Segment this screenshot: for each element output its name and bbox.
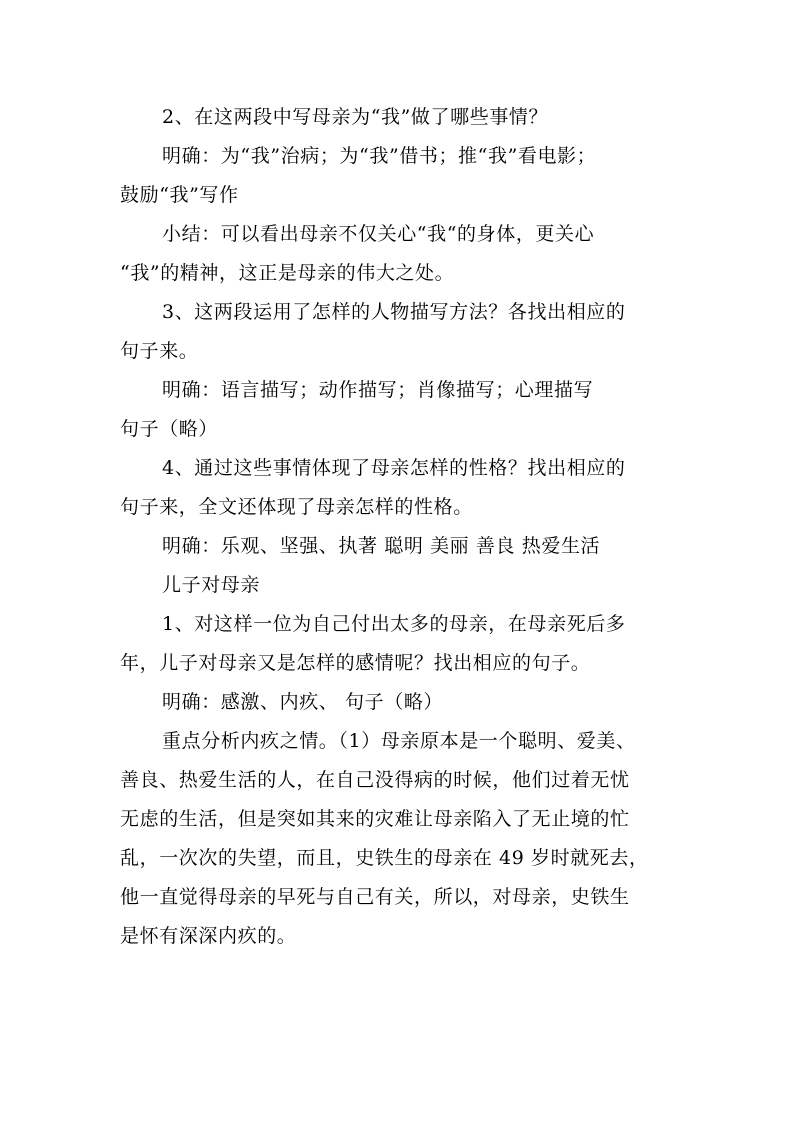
text-line: 年，儿子对母亲又是怎样的感情呢？找出相应的句子。 xyxy=(120,652,591,674)
text-line: 小结：可以看出母亲不仅关心“我“的身体，更关心 xyxy=(162,223,595,245)
text-line: 明确：语言描写；动作描写；肖像描写；心理描写 xyxy=(162,379,594,401)
text-line: 他一直觉得母亲的早死与自己有关，所以，对母亲，史铁生 xyxy=(120,886,630,908)
text-line: “我”的精神，这正是母亲的伟大之处。 xyxy=(120,262,455,284)
text-line: 鼓励“我”写作 xyxy=(120,184,239,206)
text-line: 重点分析内疚之情。（1）母亲原本是一个聪明、爱美、 xyxy=(162,730,636,752)
text-line: 善良、热爱生活的人，在自己没得病的时候，他们过着无忧 xyxy=(120,769,630,791)
text-line: 1、对这样一位为自己付出太多的母亲，在母亲死后多 xyxy=(162,613,626,635)
text-line: 2、在这两段中写母亲为“我”做了哪些事情？ xyxy=(162,106,549,128)
text-line: 乱，一次次的失望，而且，史铁生的母亲在 49 岁时就死去， xyxy=(120,847,649,869)
text-line: 明确：为“我”治病；为“我”借书；推“我”看电影； xyxy=(162,145,597,167)
text-line: 无虑的生活，但是突如其来的灾难让母亲陷入了无止境的忙 xyxy=(120,808,630,830)
text-line: 句子（略） xyxy=(120,418,219,440)
text-line: 明确：感激、内疚、 句子（略） xyxy=(162,691,444,713)
text-line: 4、通过这些事情体现了母亲怎样的性格？找出相应的 xyxy=(162,457,626,479)
text-line: 3、这两段运用了怎样的人物描写方法？各找出相应的 xyxy=(162,301,626,323)
text-line: 明确：乐观、坚强、执著 聪明 美丽 善良 热爱生活 xyxy=(162,535,601,557)
text-line: 句子来。 xyxy=(120,340,199,362)
document-body xyxy=(120,98,680,956)
section-heading: 儿子对母亲 xyxy=(162,574,261,596)
text-line: 句子来，全文还体现了母亲怎样的性格。 xyxy=(120,496,473,518)
text-line: 是怀有深深内疚的。 xyxy=(120,925,297,947)
